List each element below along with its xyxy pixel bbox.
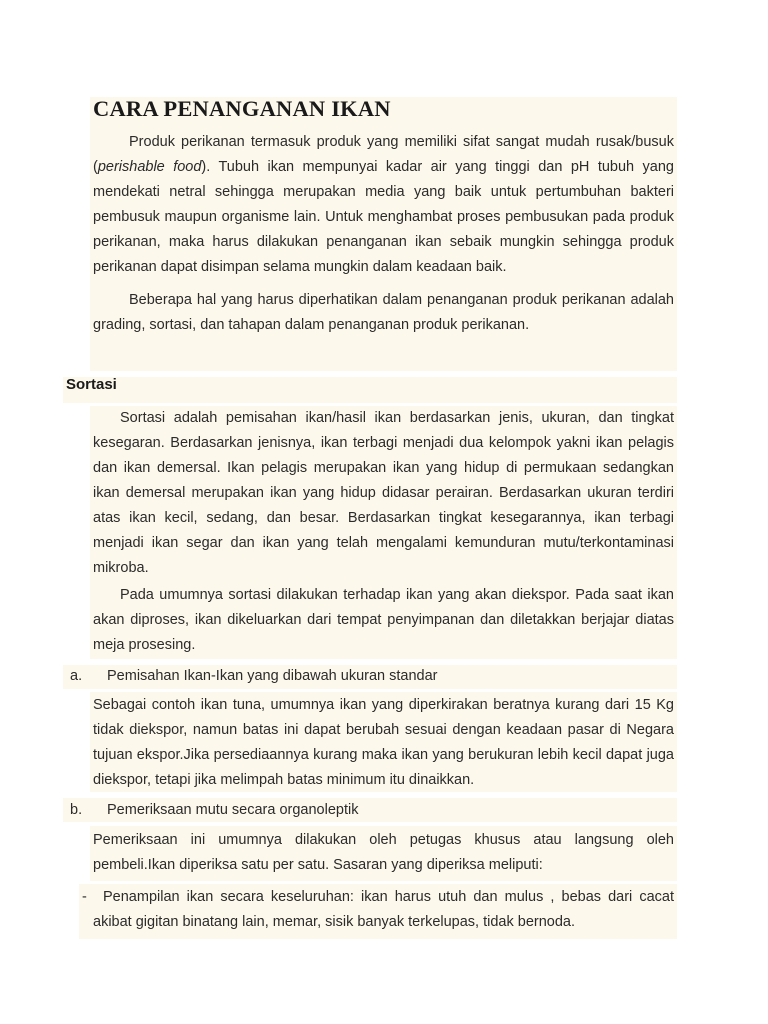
intro-paragraph-2 [93,288,674,338]
section-heading-sortasi: Sortasi [66,376,117,393]
sortasi-paragraph-2 [93,583,674,658]
page-title: CARA PENANGANAN IKAN [93,96,391,121]
list-marker-b: b. [70,802,83,818]
sortasi-paragraph-1-text: Sortasi adalah pemisahan ikan/hasil ikan berdasarkan jenis, ukuran, dan tingkat kesegaran. Berdasarkan jenisnya, ikan terbagi menjadi dua kelompok yakni ikan pelagis dan ikan demersal. Ikan pelagis merupakan ikan yang hidup di permukaan sedangkan ikan demersal merupakan ikan yang hidup didasar perairan. Berdasarkan ukuran terdiri atas ikan kecil, sedang, dan besar. Berdasarkan tingkat kesegarannya, ikan terbagi menjadi ikan segar dan ikan yang telah mengalami kemunduran mutu/terkontaminasi mikroba. [93,410,674,576]
list-marker-a: a. [70,668,83,684]
bullet-text [93,885,674,935]
list-item-b-label: Pemeriksaan mutu secara organoleptik [107,802,359,818]
sortasi-paragraph-2-text: Pada umumnya sortasi dilakukan terhadap ikan yang akan diekspor. Pada saat ikan akan diproses, ikan dikeluarkan dari tempat penyimpanan dan diletakkan berjajar diatas meja prosesing. [93,587,674,653]
intro-text-after: ). Tubuh ikan mempunyai kadar air yang tinggi dan pH tubuh yang mendekati netral sehingga merupakan media yang baik untuk pertumbuhan bakteri pembusuk maupun organisme lain. Untuk menghambat proses pembusukan pada produk perikanan, maka harus dilakukan penanganan ikan sebaik mungkin sehingga produk perikanan dapat disimpan selama mungkin dalam keadaan baik. [93,159,674,275]
sortasi-paragraph-1 [93,406,674,581]
list-item-a-label: Pemisahan Ikan-Ikan yang dibawah ukuran standar [107,668,438,684]
highlight-block-heading [63,377,677,403]
intro-text-italic: perishable food [97,159,202,175]
intro-paragraph-2-text: Beberapa hal yang harus diperhatikan dalam penanganan produk perikanan adalah grading, sortasi, dan tahapan dalam penanganan produk perikanan. [93,292,674,333]
list-item-a-text: Sebagai contoh ikan tuna, umumnya ikan yang diperkirakan beratnya kurang dari 15 Kg tidak diekspor, namun batas ini dapat berubah sesuai dengan keadaan pasar di Negara tujuan ekspor.Jika persediaannya kurang maka ikan yang berukuran lebih kecil dapat juga diekspor, tetapi jika melimpah batas minimum itu dinaikkan. [93,697,674,788]
intro-paragraph-1 [93,130,674,280]
intro-text-before: Produk perikanan termasuk produk yang memiliki sifat sangat mudah rusak/busuk ( [93,134,674,175]
bullet-text-content: Penampilan ikan secara keseluruhan: ikan harus utuh dan mulus , bebas dari cacat akibat gigitan binatang lain, memar, sisik banyak terkelupas, tidak bernoda. [93,889,674,930]
bullet-marker: - [82,889,87,905]
list-item-b-text: Pemeriksaan ini umumnya dilakukan oleh petugas khusus atau langsung oleh pembeli.Ikan diperiksa satu per satu. Sasaran yang diperiksa meliputi: [93,832,674,873]
